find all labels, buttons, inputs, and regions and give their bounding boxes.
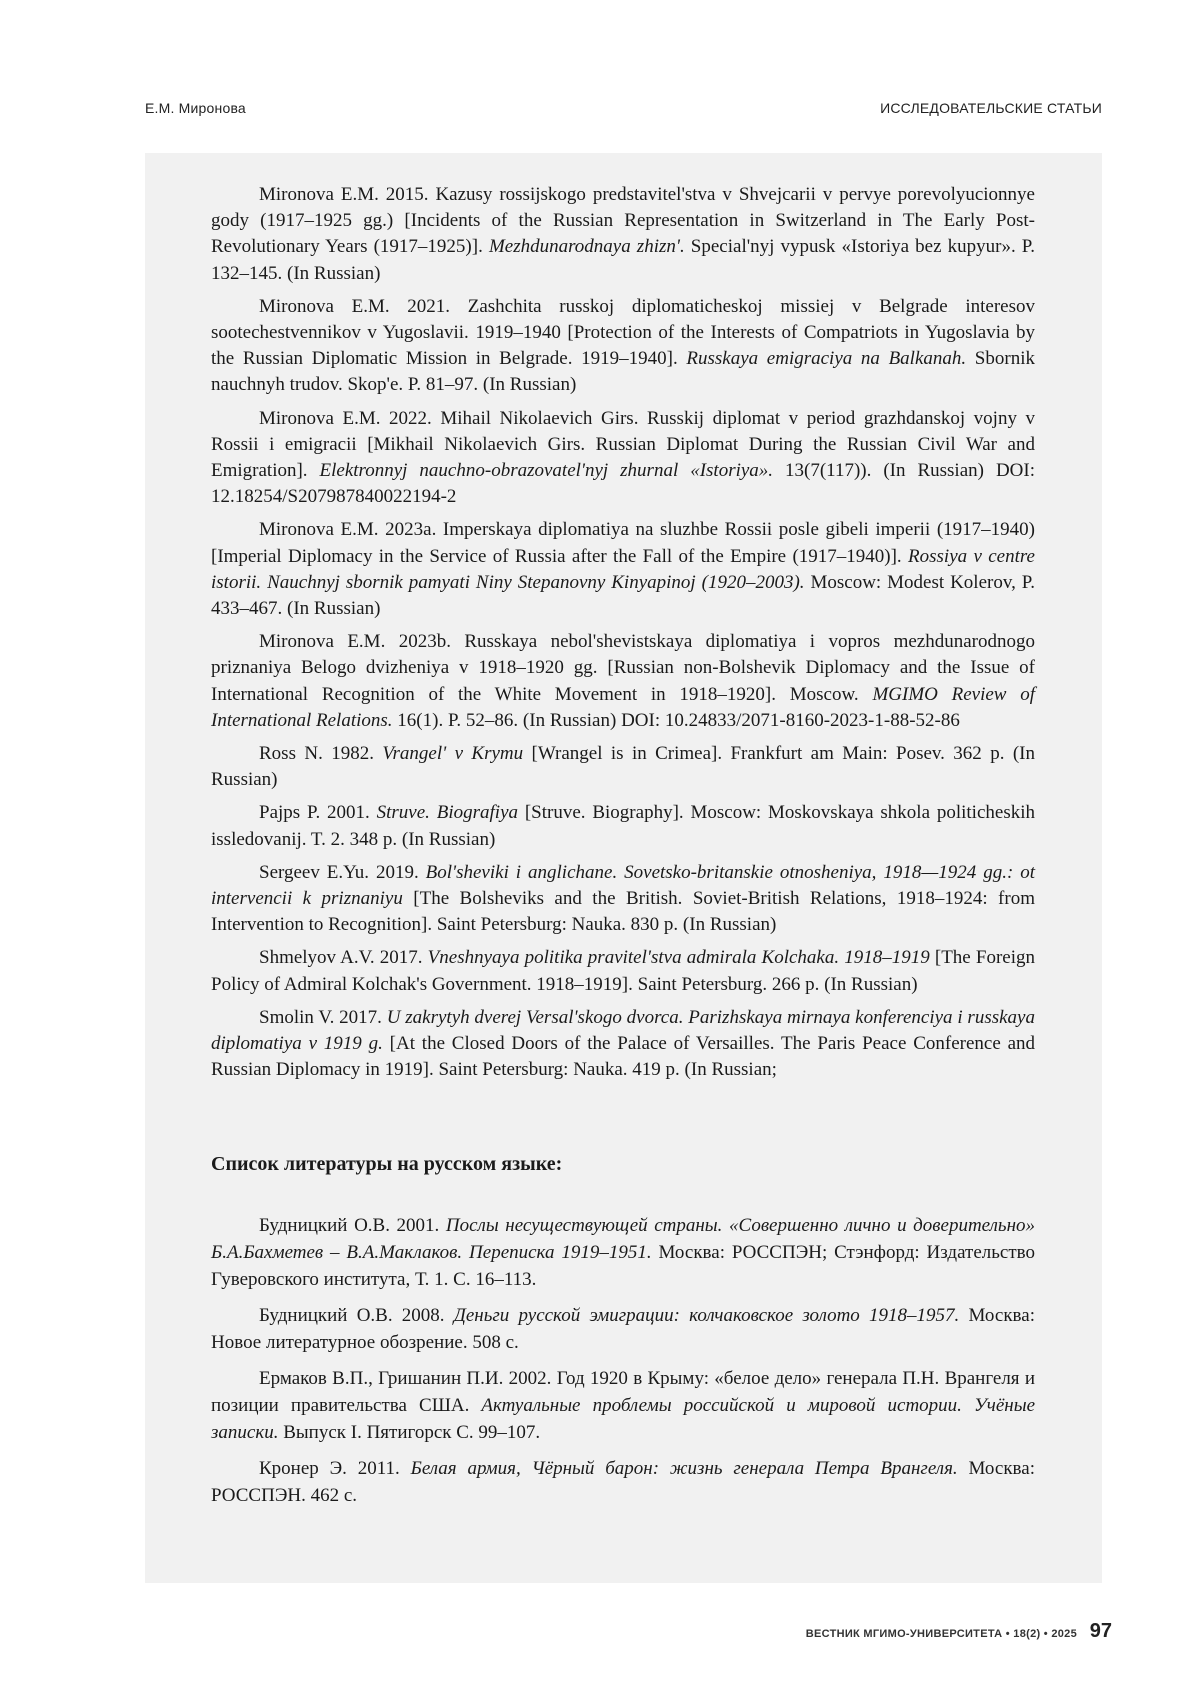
russian-references-heading: Список литературы на русском языке: xyxy=(211,1153,562,1176)
running-header-author: Е.М. Миронова xyxy=(145,100,246,116)
reference-entry-ru: Кронер Э. 2011. Белая армия, Чёрный барон: жизнь генерала Петра Врангеля. Москва: РОССПЭН. 462 с. xyxy=(211,1455,1035,1509)
reference-entry: Shmelyov A.V. 2017. Vneshnyaya politika pravitel'stva admirala Kolchaka. 1918–1919 [The Foreign Policy of Admiral Kolchak's Government. 1918–1919]. Saint Petersburg. 266 p. (In Russian) xyxy=(211,945,1035,997)
footer-journal-name: ВЕСТНИК МГИМО-УНИВЕРСИТЕТА • 18(2) • 2025 xyxy=(806,1628,1077,1640)
russian-references-list xyxy=(211,1212,1035,1518)
reference-entry: Pajps P. 2001. Struve. Biografiya [Struve. Biography]. Moscow: Moskovskaya shkola politicheskih issledovanij. T. 2. 348 p. (In Russian) xyxy=(211,800,1035,852)
reference-entry-ru: Будницкий О.В. 2008. Деньги русской эмиграции: колчаковское золото 1918–1957. Москва: Новое литературное обозрение. 508 с. xyxy=(211,1302,1035,1356)
running-header-section: ИССЛЕДОВАТЕЛЬСКИЕ СТАТЬИ xyxy=(880,100,1102,116)
reference-entry: Mironova E.M. 2021. Zashchita russkoj diplomaticheskoj missiej v Belgrade interesov sootechestvennikov v Yugoslavii. 1919–1940 [Protection of the Interests of Compatriots in Yugoslavia by the Russian Diplomatic Mission in Belgrade. 1919–1940]. Russkaya emigraciya na Balkanah. Sbornik nauchnyh trudov. Skop'e. P. 81–97. (In Russian) xyxy=(211,294,1035,399)
page-number: 97 xyxy=(1090,1620,1112,1643)
reference-entry: Mironova E.M. 2023a. Imperskaya diplomatiya na sluzhbe Rossii posle gibeli imperii (1917–1940) [Imperial Diplomacy in the Service of Russia after the Fall of the Empire (1917–1940)]. Rossiya v centre istorii. Nauchnyj sbornik pamyati Niny Stepanovny Kinyapinoj (1920–2003). Moscow: Modest Kolerov, P. 433–467. (In Russian) xyxy=(211,517,1035,622)
reference-entry-ru: Ермаков В.П., Гришанин П.И. 2002. Год 1920 в Крыму: «белое дело» генерала П.Н. Врангеля и позиции правительства США. Актуальные проблемы российской и мировой истории. Учёные записки. Выпуск I. Пятигорск С. 99–107. xyxy=(211,1365,1035,1446)
reference-entry-ru: Будницкий О.В. 2001. Послы несуществующей страны. «Совершенно лично и доверительно» Б.А.Бахметев – В.А.Маклаков. Переписка 1919–1951. Москва: РОССПЭН; Стэнфорд: Издательство Гуверовского института, Т. 1. С. 16–113. xyxy=(211,1212,1035,1293)
reference-entry: Mironova E.M. 2023b. Russkaya nebol'shevistskaya diplomatiya i vopros mezhdunarodnogo priznaniya Belogo dvizheniya v 1918–1920 gg. [Russian non-Bolshevik Diplomacy and the Issue of International Recognition of the White Movement in 1918–1920]. Moscow. MGIMO Review of International Relations. 16(1). P. 52–86. (In Russian) DOI: 10.24833/2071-8160-2023-1-88-52-86 xyxy=(211,629,1035,734)
reference-entry: Mironova E.M. 2015. Kazusy rossijskogo predstavitel'stva v Shvejcarii v pervye porevolyucionnye gody (1917–1925 gg.) [Incidents of the Russian Representation in Switzerland in The Early Post-Revolutionary Years (1917–1925)]. Mezhdunarodnaya zhizn'. Special'nyj vypusk «Istoriya bez kupyur». P. 132–145. (In Russian) xyxy=(211,182,1035,287)
reference-entry: Sergeev E.Yu. 2019. Bol'sheviki i anglichane. Sovetsko-britanskie otnosheniya, 1918—1924 gg.: ot intervencii k priznaniyu [The Bolsheviks and the British. Soviet-British Relations, 1918–1924: from Intervention to Recognition]. Saint Petersburg: Nauka. 830 p. (In Russian) xyxy=(211,860,1035,939)
reference-entry: Mironova E.M. 2022. Mihail Nikolaevich Girs. Russkij diplomat v period grazhdanskoj vojny v Rossii i emigracii [Mikhail Nikolaevich Girs. Russian Diplomat During the Russian Civil War and Emigration]. Elektronnyj nauchno-obrazovatel'nyj zhurnal «Istoriya». 13(7(117)). (In Russian) DOI: 12.18254/S207987840022194-2 xyxy=(211,406,1035,511)
references-list xyxy=(211,182,1035,1091)
reference-entry: Smolin V. 2017. U zakrytyh dverej Versal'skogo dvorca. Parizhskaya mirnaya konferenciya i russkaya diplomatiya v 1919 g. [At the Closed Doors of the Palace of Versailles. The Paris Peace Conference and Russian Diplomacy in 1919]. Saint Petersburg: Nauka. 419 p. (In Russian; xyxy=(211,1005,1035,1084)
reference-entry: Ross N. 1982. Vrangel' v Krymu [Wrangel is in Crimea]. Frankfurt am Main: Posev. 362 p. (In Russian) xyxy=(211,741,1035,793)
